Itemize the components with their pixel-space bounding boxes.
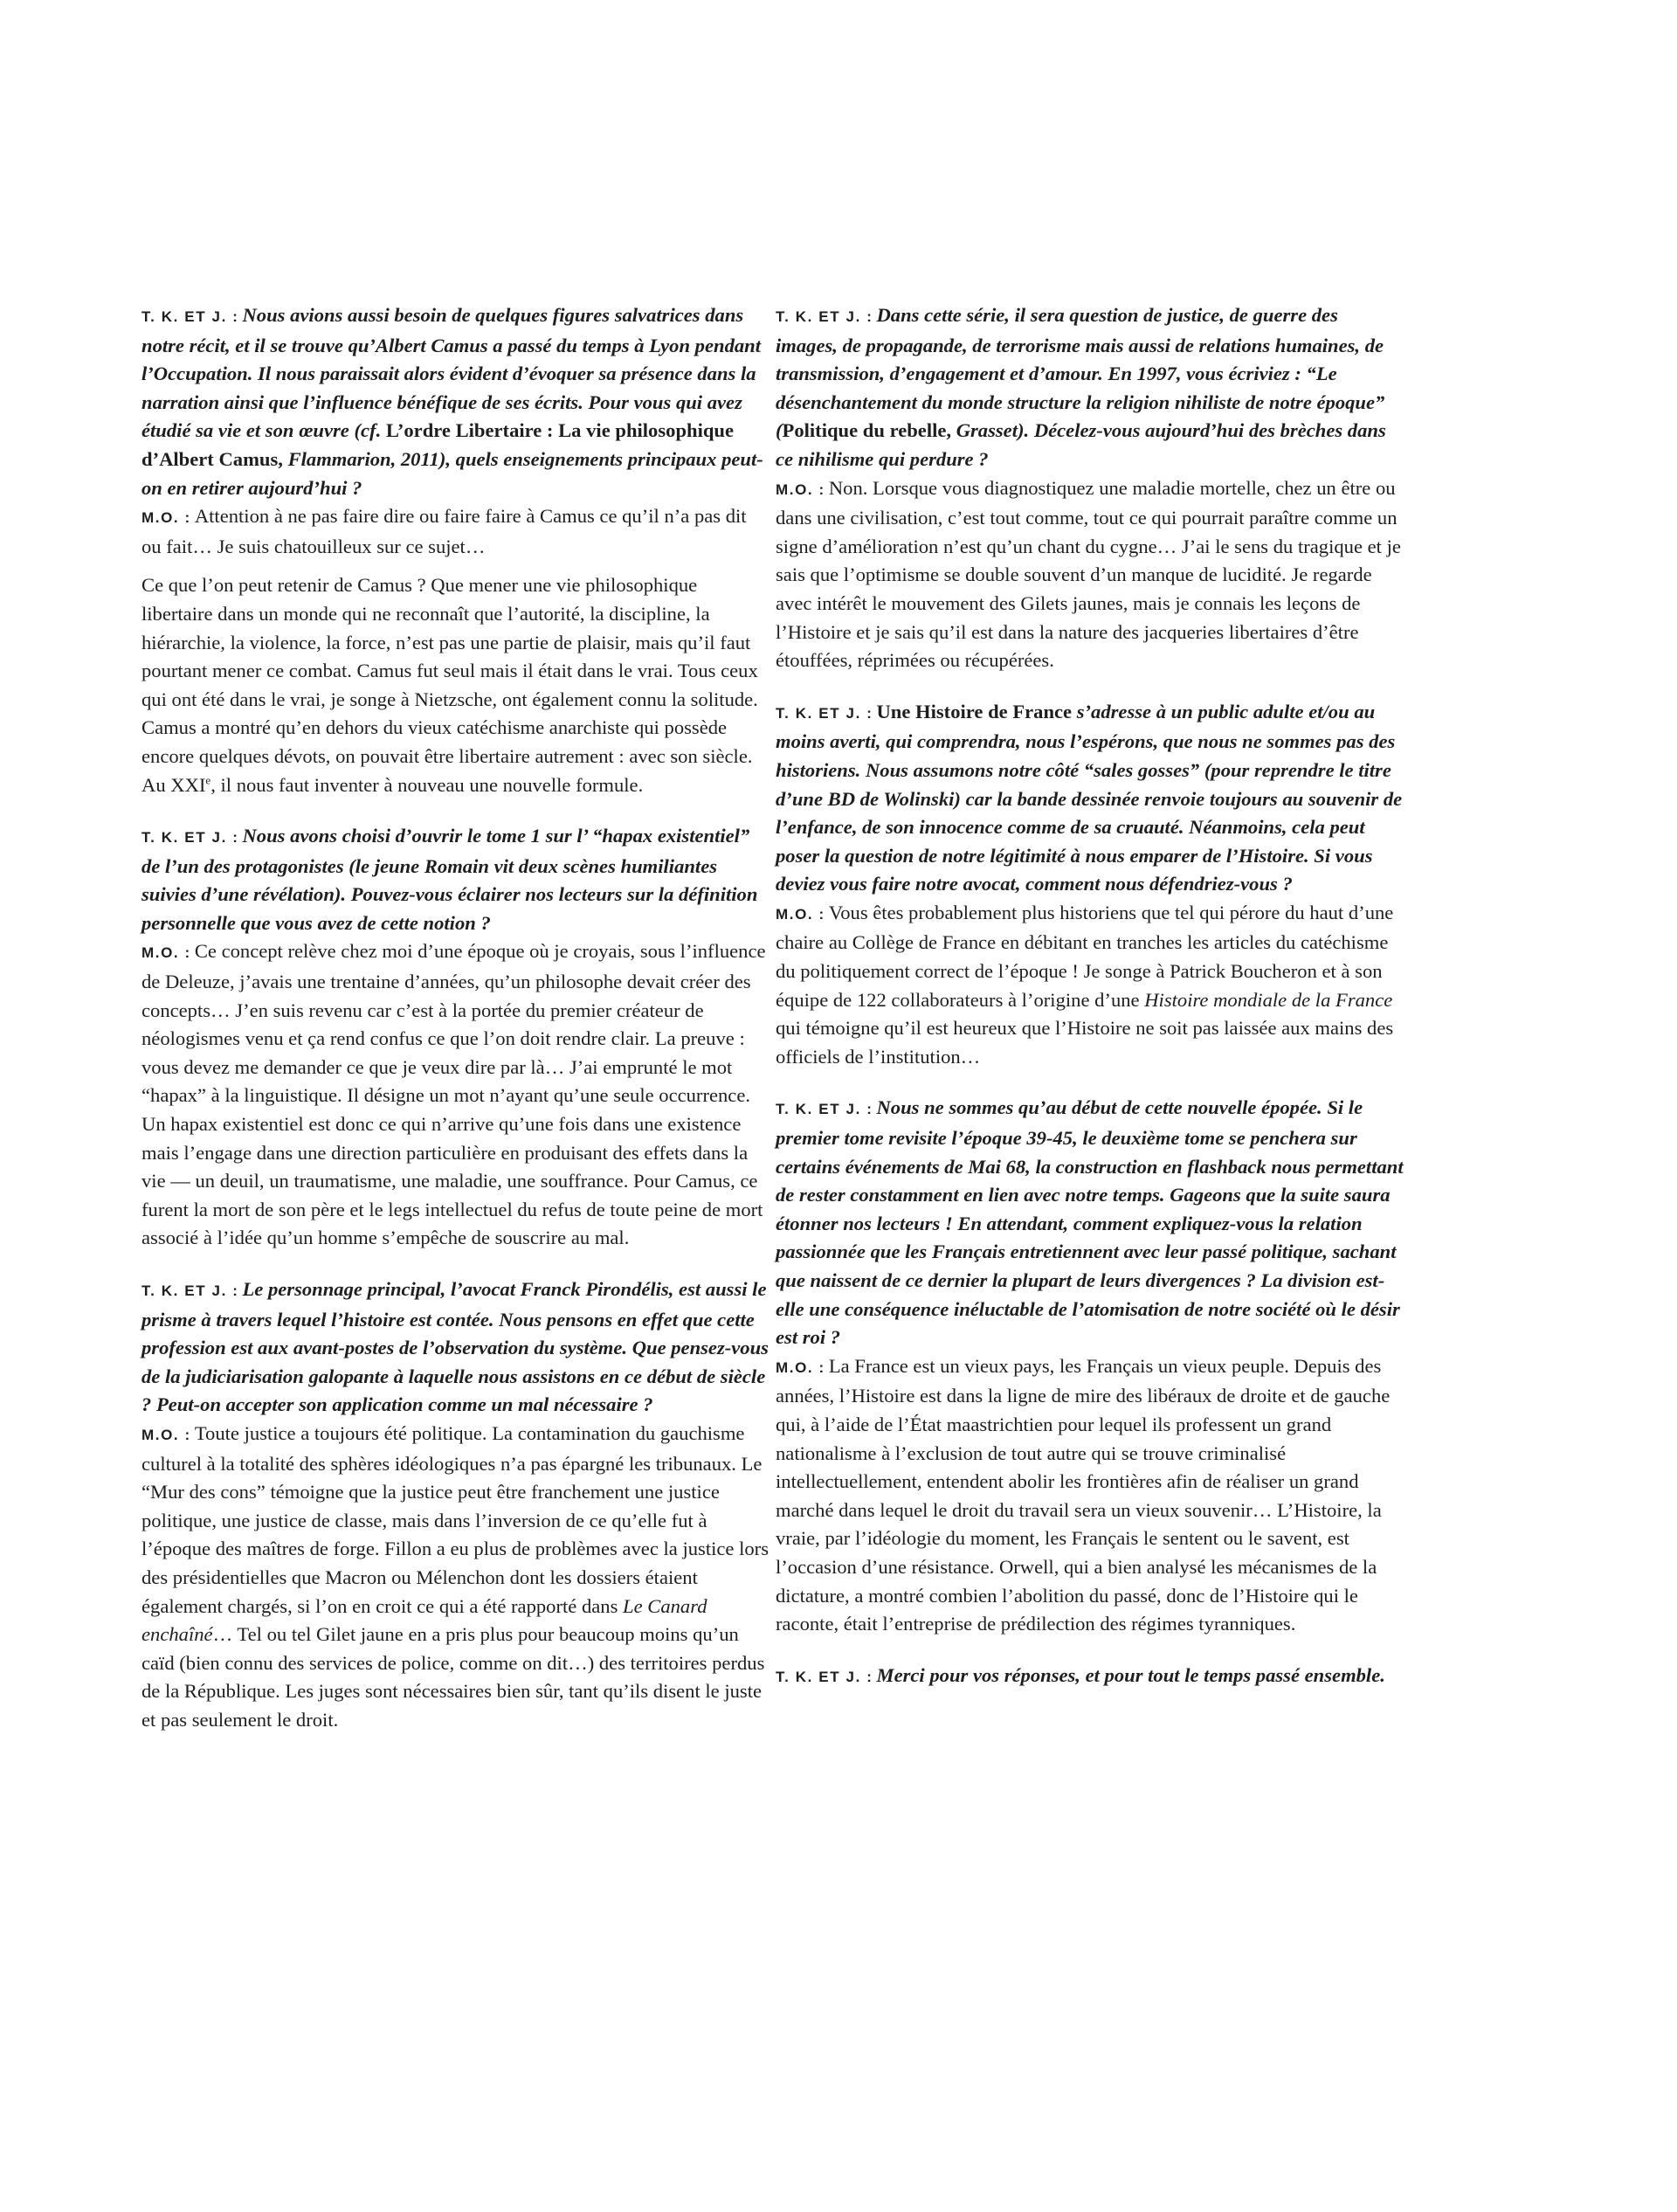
newspaper-title: Le Canard enchaîné [141, 1594, 707, 1646]
question-3 [141, 1275, 770, 1735]
speaker-label: T. K. ET J. : [141, 1282, 239, 1299]
answer-text: M.O. : La France est un vieux pays, les Français un vieux peuple. Depuis des années, l’Histoire est dans la ligne de mire des libéraux de droite et de gauche qui, à l’aide de l’État maastrichtien pour lequel ils professent un grand nationalisme à l’exclusion de tout autre qui se trouve criminalisé intellectuellement, entendent abolir les frontières afin de réaliser un grand marché dans lequel le droit du travail sera un vieux souvenir… L’Histoire, la vraie, par l’idéologie du moment, les Français le sentent ou le savent, est l’occasion d’une résistance. Orwell, qui a bien analysé les mécanismes de la dictature, a montré combien l’abolition du passé, donc de l’Histoire qui le raconte, était l’entreprise de prédilection des régimes tyranniques. [776, 1354, 1391, 1635]
answer-text: M.O. : Attention à ne pas faire dire ou faire faire à Camus ce qu’il n’a pas dit ou fait… Je suis chatouilleux sur ce sujet… [141, 505, 747, 557]
question-text: T. K. ET J. : Une Histoire de France s’adresse à un public adulte et/ou au moins averti, qui comprendra, nous l’espérons, que nous ne sommes pas des historiens. Nous assumons notre côté “sales gosses” (pour reprendre le titre d’une BD de Wolinski) car la bande dessinée renvoie toujours au souvenir de l’enfance, de son innocence comme de sa cruauté. Néanmoins, cela peut poser la question de notre légitimité à nous emparer de l’Histoire. Si vous deviez vous faire notre avocat, comment nous défendriez-vous ? [776, 700, 1403, 895]
left-column [141, 301, 770, 1758]
book-title: Politique du rebelle, [782, 419, 952, 442]
question-text: T. K. ET J. : Nous ne sommes qu’au début de cette nouvelle épopée. Si le premier tome revisite l’époque 39-45, le deuxième tome se penchera sur certains événements de Mai 68, la construction en flashback nous permettant de rester constamment en lien avec notre temps. Gageons que la suite saura étonner nos lecteurs ! En attendant, comment expliquez-vous la relation passionnée que les Français entretiennent avec leur passé politique, sachant que naissent de ce dernier la plupart de leurs divergences ? La division est-elle une conséquence inéluctable de l’atomisation de notre société où le désir est roi ? [776, 1096, 1404, 1349]
answer-text: M.O. : Vous êtes probablement plus historiens que tel qui pérore du haut d’une chaire au Collège de France en débitant en tranches les articles du catéchisme du politiquement correct de l’époque ! Je songe à Patrick Boucheron et à son équipe de 122 collaborateurs à l’origine d’une Histoire mondiale de la France qui témoigne qu’il est heureux que l’Histoire ne soit pas laissée aux mains des officiels de l’institution… [776, 901, 1394, 1068]
speaker-label: T. K. ET J. : [776, 1101, 873, 1118]
century-superscript: e [205, 772, 211, 786]
speaker-label: T. K. ET J. : [141, 829, 239, 847]
question-6 [776, 1094, 1404, 1638]
question-5 [776, 698, 1404, 1072]
series-title: Une Histoire de France [876, 700, 1073, 722]
question-text: T. K. ET J. : Le personnage principal, l’avocat Franck Pirondélis, est aussi le prisme à travers lequel l’histoire est contée. Nous pensons en effet que cette profession est aux avant-postes de l’observation du système. Que pensez-vous de la judiciarisation galopante à laquelle nous assistons en ce début de siècle ? Peut-on accepter son application comme un mal nécessaire ? [141, 1278, 769, 1416]
speaker-label: T. K. ET J. : [776, 1668, 873, 1685]
question-text: T. K. ET J. : Merci pour vos réponses, et pour tout le temps passé ensemble. [776, 1663, 1385, 1686]
question-1 [141, 301, 770, 799]
speaker-label: M.O. : [141, 1426, 191, 1443]
speaker-label: T. K. ET J. : [776, 308, 873, 325]
speaker-label: M.O. : [776, 905, 825, 923]
speaker-label: M.O. : [141, 944, 191, 962]
answer-text: M.O. : Ce concept relève chez moi d’une époque où je croyais, sous l’influence de Deleuze, j’avais une trentaine d’années, qu’un philosophe devait créer des concepts… J’en suis revenu car c’est à la portée du premier créateur de néologismes venu et ça rend confus ce que l’on doit rendre clair. La preuve : vous devez me demander ce que je veux dire par là… J’ai emprunté le mot “hapax” à la linguistique. Il désigne un mot n’ayant qu’une seule occurrence. Un hapax existentiel est donc ce qui n’arrive qu’une fois dans une existence mais l’engage dans une direction particulière en produisant des effets dans la vie — un deuil, un traumatisme, une maladie, une souffrance. Pour Camus, ce furent la mort de son père et le legs intellectuel du refus de toute peine de mort associé à l’idée qu’un homme s’empêche de souscrire au mal. [141, 940, 766, 1249]
book-title: L’ordre Libertaire : La vie philosophique d’Albert Camus, [141, 419, 735, 470]
question-4 [776, 301, 1404, 675]
answer-text: M.O. : Non. Lorsque vous diagnostiquez une maladie mortelle, chez un être ou dans une civilisation, c’est tout comme, tout ce qui pourrait paraître comme un signe d’amélioration n’est qu’un chant du cygne… J’ai le sens du tragique et je sais que l’optimisme se double souvent d’un manque de lucidité. Je regarde avec intérêt le mouvement des Gilets jaunes, mais je connais les leçons de l’Histoire et je sais qu’il est dans la nature des jacqueries libertaires d’être étouffées, réprimées ou récupérées. [776, 476, 1401, 672]
speaker-label: T. K. ET J. : [776, 704, 873, 722]
question-2 [141, 822, 770, 1253]
book-title: Histoire mondiale de la France [1144, 988, 1393, 1011]
speaker-label: M.O. : [141, 509, 191, 527]
right-column [776, 301, 1404, 1714]
question-7 [776, 1662, 1404, 1692]
cf-abbreviation: cf. [361, 419, 382, 442]
answer-text: M.O. : Toute justice a toujours été politique. La contamination du gauchisme culturel à la totalité des sphères idéologiques n’a pas épargné les tribunaux. Le “Mur des cons” témoigne que la justice peut être franchement une justice politique, une justice de classe, mais dans l’inversion de ce qu’elle fut à l’époque des maîtres de forge. Fillon a eu plus de problèmes avec la justice lors des présidentielles que Macron ou Mélenchon dont les dossiers étaient également chargés, si l’on en croit ce qui a été rapporté dans Le Canard enchaîné… Tel ou tel Gilet jaune en a pris plus pour beaucoup moins qu’un caïd (bien connu des services de police, comme on dit…) des territoires perdus de la République. Les juges sont nécessaires bien sûr, tant qu’ils disent le juste et pas seulement le droit. [141, 1421, 769, 1731]
answer-paragraph: Ce que l’on peut retenir de Camus ? Que mener une vie philosophique libertaire dans un monde qui ne reconnaît que l’autorité, la discipline, la hiérarchie, la violence, la force, n’est pas une partie de plaisir, mais qu’il faut pourtant mener ce combat. Camus fut seul mais il était dans le vrai. Tous ceux qui ont été dans le vrai, je songe à Nietzsche, ont également connu la solitude. Camus a montré qu’en dehors du vieux catéchisme anarchiste qui possède encore quelques dévots, on pouvait être libertaire autrement : avec son siècle. Au XXIe, il nous faut inventer à nouveau une nouvelle formule. [141, 574, 758, 796]
speaker-label: M.O. : [776, 1358, 825, 1376]
speaker-label: T. K. ET J. : [141, 308, 239, 325]
question-text: T. K. ET J. : Dans cette série, il sera question de justice, de guerre des images, de propagande, de terrorisme mais aussi de relations humaines, de transmission, d’engagement et d’amour. En 1997, vous écriviez : “Le désenchantement du monde structure la religion nihiliste de notre époque” (Politique du rebelle, Grasset). Décelez-vous aujourd’hui des brèches dans ce nihilisme qui perdure ? [776, 304, 1386, 470]
question-text: T. K. ET J. : Nous avons choisi d’ouvrir le tome 1 sur l’ “hapax existentiel” de l’un des protagonistes (le jeune Romain vit deux scènes humiliantes suivies d’une révélation). Pouvez-vous éclairer nos lecteurs sur la définition personnelle que vous avez de cette notion ? [141, 825, 758, 934]
speaker-label: M.O. : [776, 480, 825, 498]
question-text: T. K. ET J. : Nous avions aussi besoin de quelques figures salvatrices dans notre récit, et il se trouve qu’Albert Camus a passé du temps à Lyon pendant l’Occupation. Il nous paraissait alors évident d’évoquer sa présence dans la narration ainsi que l’influence bénéfique de ses écrits. Pour vous qui avez étudié sa vie et son œuvre (cf. L’ordre Libertaire : La vie philosophique d’Albert Camus, Flammarion, 2011), quels enseignements principaux peut-on en retirer aujourd’hui ? [141, 304, 763, 499]
